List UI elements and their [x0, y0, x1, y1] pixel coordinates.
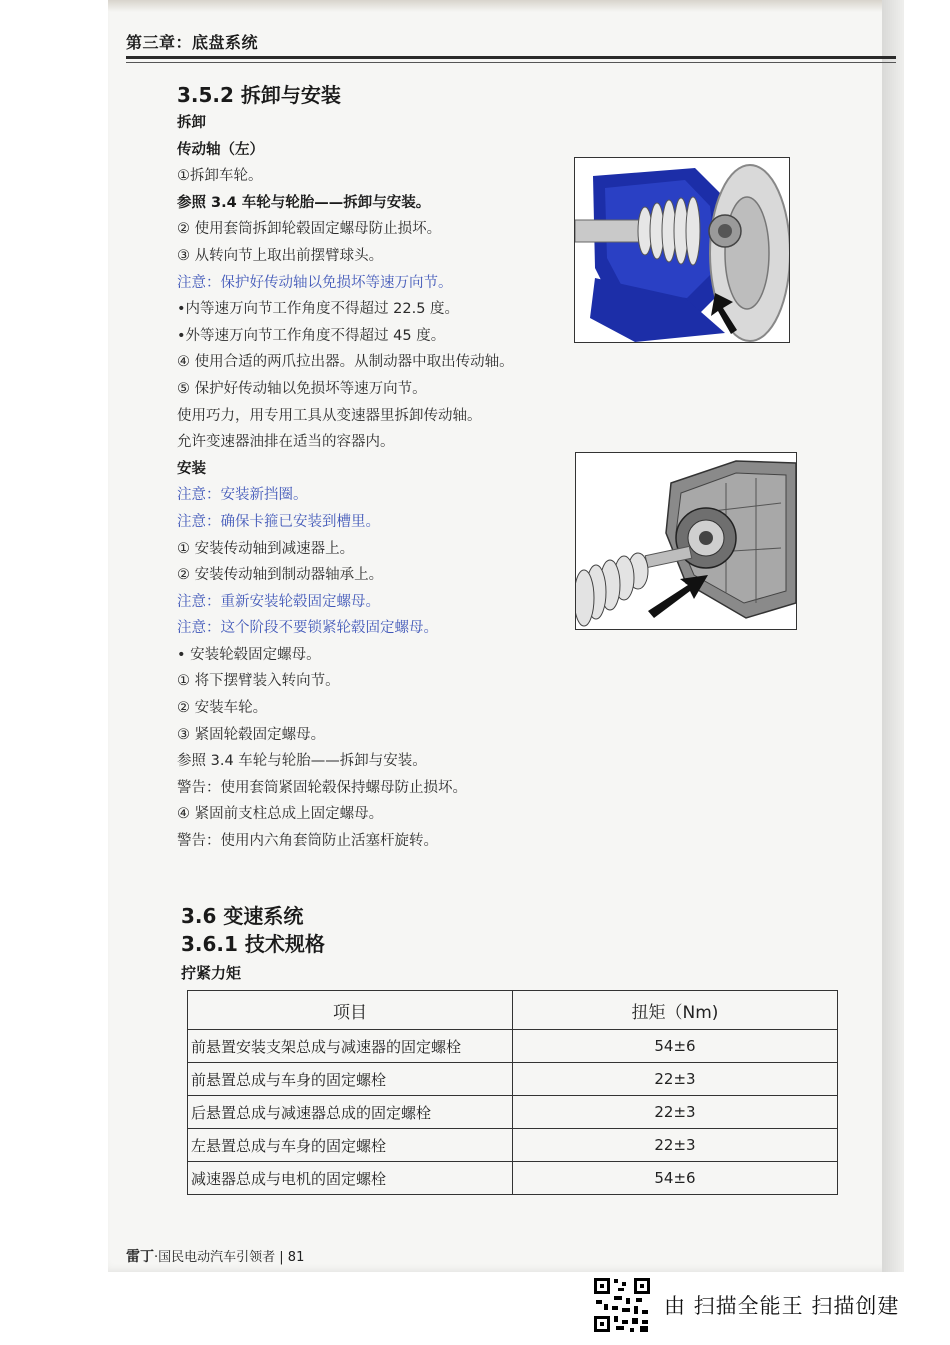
section-36	[181, 902, 325, 986]
header-rule	[126, 56, 896, 59]
procedure-line: •内等速万向节工作角度不得超过 22.5 度。	[177, 301, 460, 318]
procedure-line: 参照 3.4 车轮与轮胎——拆卸与安装。	[177, 753, 427, 770]
note-line: 注意：安装新挡圈。	[177, 487, 308, 504]
table-row	[188, 1063, 838, 1096]
section-352-title: 3.5.2 拆卸与安装	[177, 83, 341, 107]
note-line: 注意：保护好传动轴以免损坏等速万向节。	[177, 274, 453, 291]
note-line: 注意：确保卡箍已安装到槽里。	[177, 513, 380, 530]
footer-slogan: ·国民电动汽车引领者	[154, 1250, 276, 1265]
section-361-title: 3.6.1 技术规格	[181, 932, 325, 956]
torque-table-body	[188, 1030, 838, 1195]
procedure-line: 警告：使用内六角套筒防止活塞杆旋转。	[177, 833, 438, 850]
table-header-row	[188, 991, 838, 1030]
table-cell-item: 前悬置安装支架总成与减速器的固定螺栓	[188, 1030, 513, 1063]
reducer-illustration	[576, 453, 796, 629]
chapter-title: 第三章：底盘系统	[126, 33, 259, 52]
table-cell-torque: 22±3	[513, 1129, 838, 1162]
table-cell-torque: 54±6	[513, 1162, 838, 1195]
figure-driveshaft-hub	[574, 157, 790, 343]
procedure-line: 安装	[177, 460, 206, 477]
procedure-line: ⑤ 保护好传动轴以免损坏等速万向节。	[177, 380, 427, 397]
procedure-line: ② 安装车轮。	[177, 700, 268, 717]
table-cell-item: 后悬置总成与减速器总成的固定螺栓	[188, 1096, 513, 1129]
table-row	[188, 1162, 838, 1195]
section-352	[177, 80, 577, 855]
table-row	[188, 1096, 838, 1129]
footer-brand: 雷丁	[126, 1249, 154, 1265]
table-cell-item: 减速器总成与电机的固定螺栓	[188, 1162, 513, 1195]
header-torque: 扭矩（Nm)	[513, 991, 838, 1030]
procedure-line: 警告：使用套筒紧固轮毂保持螺母防止损坏。	[177, 779, 467, 796]
qr-code-icon	[592, 1276, 652, 1334]
scanner-watermark	[592, 1276, 932, 1334]
table-cell-torque: 22±3	[513, 1063, 838, 1096]
procedure-line: 参照 3.4 车轮与轮胎——拆卸与安装。	[177, 194, 431, 211]
table-row	[188, 1030, 838, 1063]
procedure-line: ①拆卸车轮。	[177, 168, 263, 185]
table-cell-torque: 22±3	[513, 1096, 838, 1129]
page-top-shadow	[108, 0, 903, 12]
scanner-credit: 由 扫描全能王 扫描创建	[664, 1294, 900, 1318]
table-cell-torque: 54±6	[513, 1030, 838, 1063]
header-rule-thin	[126, 62, 896, 63]
torque-table	[187, 990, 838, 1195]
figure-driveshaft-reducer	[575, 452, 797, 630]
procedure-line: ① 将下摆臂装入转向节。	[177, 673, 340, 690]
procedure-line: ① 安装传动轴到减速器上。	[177, 540, 355, 557]
table-cell-item: 前悬置总成与车身的固定螺栓	[188, 1063, 513, 1096]
procedure-line: ② 使用套筒拆卸轮毂固定螺母防止损坏。	[177, 221, 442, 238]
header-item: 项目	[188, 991, 513, 1030]
page-footer	[126, 1246, 304, 1266]
procedure-line: • 安装轮毂固定螺母。	[177, 646, 321, 663]
procedure-line: ③ 从转向节上取出前摆臂球头。	[177, 247, 384, 264]
procedure-line: 传动轴（左）	[177, 141, 264, 158]
section-36-title: 3.6 变速系统	[181, 904, 304, 928]
procedure-line: ④ 紧固前支柱总成上固定螺母。	[177, 806, 384, 823]
table-caption: 拧紧力矩	[181, 964, 242, 982]
page-binding-edge	[882, 0, 904, 1272]
note-line: 注意：重新安装轮毂固定螺母。	[177, 593, 380, 610]
procedure-line: ② 安装传动轴到制动器轴承上。	[177, 567, 384, 584]
procedure-line: 拆卸	[177, 115, 206, 131]
table-row	[188, 1129, 838, 1162]
procedure-line: •外等速万向节工作角度不得超过 45 度。	[177, 327, 446, 344]
table-cell-item: 左悬置总成与车身的固定螺栓	[188, 1129, 513, 1162]
page-number: 81	[287, 1250, 305, 1265]
procedure-line: 使用巧力，用专用工具从变速器里拆卸传动轴。	[177, 407, 482, 424]
hub-illustration	[575, 158, 789, 342]
procedure-line: ③ 紧固轮毂固定螺母。	[177, 726, 326, 743]
procedure-lines	[177, 110, 577, 855]
procedure-line: 允许变速器油排在适当的容器内。	[177, 434, 395, 451]
note-line: 注意：这个阶段不要锁紧轮毂固定螺母。	[177, 620, 438, 637]
procedure-line: ④ 使用合适的两爪拉出器。从制动器中取出传动轴。	[177, 354, 514, 371]
footer-divider: |	[275, 1250, 288, 1265]
